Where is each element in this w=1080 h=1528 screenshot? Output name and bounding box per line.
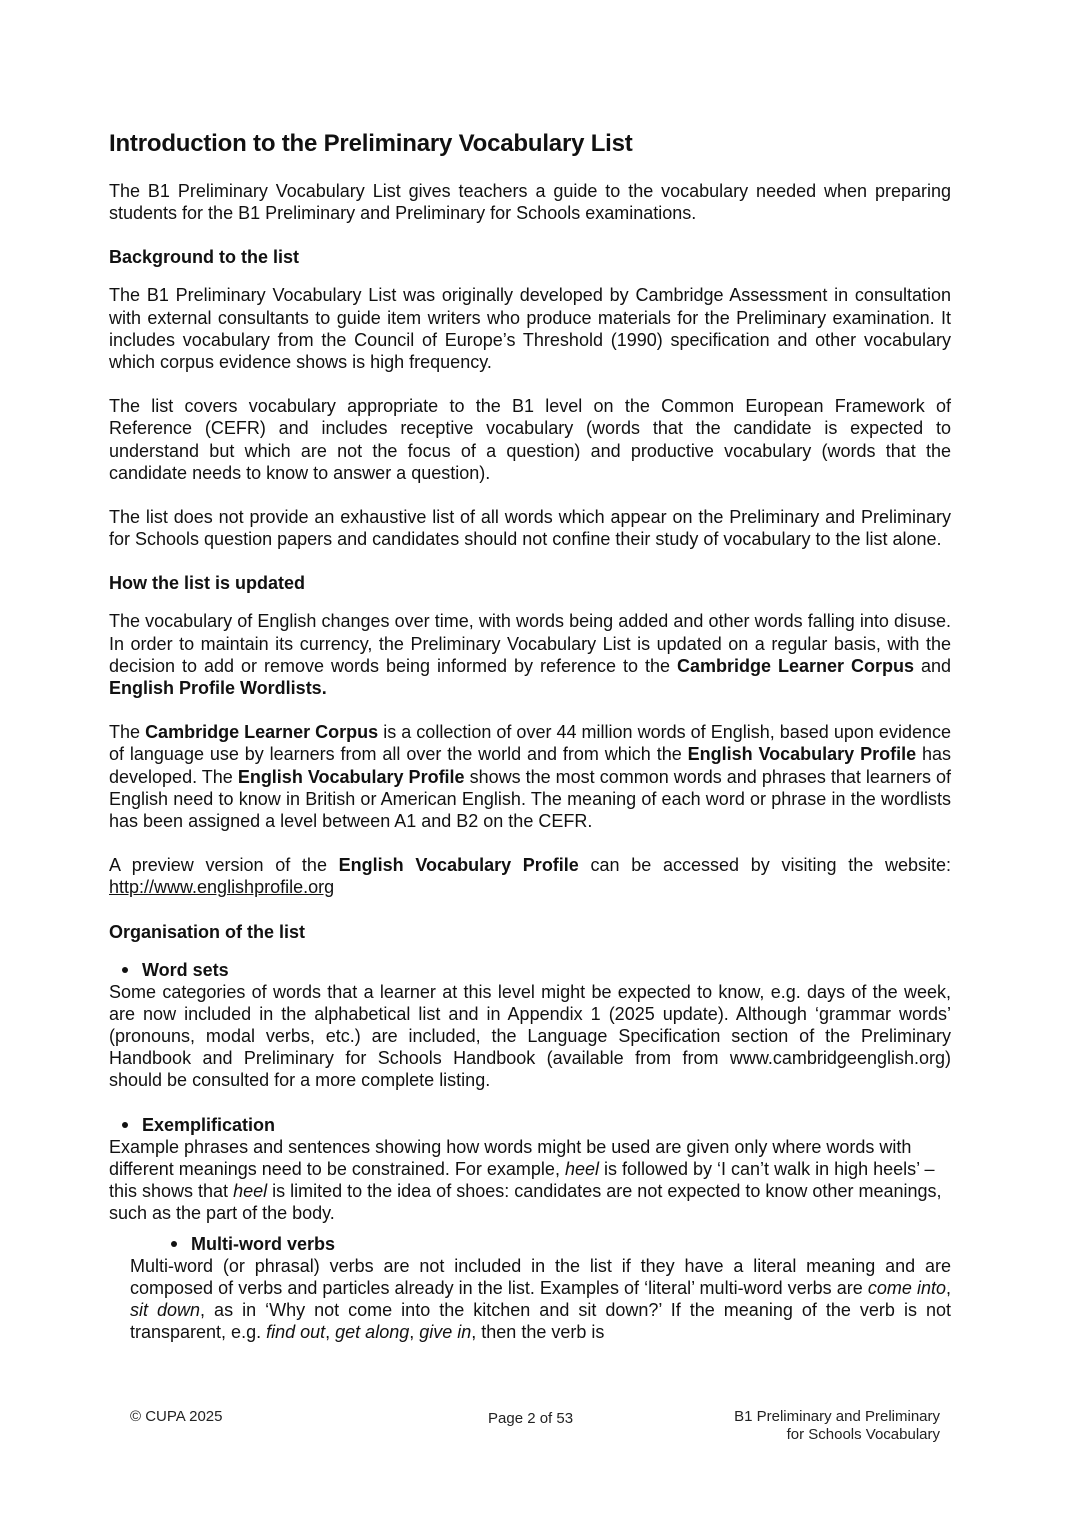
multiword-label: Multi-word verbs bbox=[191, 1233, 336, 1254]
background-paragraph-3: The list does not provide an exhaustive list of all words which appear on the Preliminary and Preliminary for Schools question papers and candidates should not confine their study of vocabulary to the list alone. bbox=[109, 507, 951, 550]
page-content bbox=[109, 128, 951, 1343]
page-footer bbox=[130, 1408, 940, 1448]
cambridge-learner-corpus-term: Cambridge Learner Corpus bbox=[145, 722, 379, 743]
example-verb: give in bbox=[419, 1322, 472, 1343]
word-sets-label: Word sets bbox=[142, 959, 229, 980]
english-vocabulary-profile-term: English Vocabulary Profile bbox=[687, 744, 917, 765]
updated-paragraph-1: The vocabulary of English changes over time, with words being added and other words falling into disuse. In order to maintain its currency, the Preliminary Vocabulary List is updated on a regular basis, with the decision to add or remove words being informed by reference to the Cambridge Learner Corpus and English Profile Wordlists. bbox=[109, 611, 951, 699]
example-word: heel bbox=[233, 1181, 268, 1202]
english-vocabulary-profile-term: English Vocabulary Profile bbox=[237, 766, 465, 787]
bullet-icon bbox=[122, 1122, 128, 1128]
englishprofile-link[interactable]: http://www.englishprofile.org bbox=[109, 877, 335, 898]
background-heading: Background to the list bbox=[109, 247, 300, 268]
background-paragraph-1: The B1 Preliminary Vocabulary List was originally developed by Cambridge Assessment in consultation with external consultants to guide item writers who produce materials for the Preliminary examination. It includes vocabulary from the Council of Europe’s Threshold (1990) specification and other vocabulary which corpus evidence shows is high frequency. bbox=[109, 285, 951, 373]
exemplification-bullet bbox=[109, 1114, 951, 1136]
word-sets-bullet bbox=[109, 959, 951, 981]
cambridge-learner-corpus-term: Cambridge Learner Corpus bbox=[676, 655, 914, 676]
bullet-icon bbox=[171, 1241, 177, 1247]
organisation-heading: Organisation of the list bbox=[109, 921, 306, 942]
updated-heading: How the list is updated bbox=[109, 573, 306, 594]
intro-paragraph: The B1 Preliminary Vocabulary List gives teachers a guide to the vocabulary needed when preparing students for the B1 Preliminary and Preliminary for Schools examinations. bbox=[109, 181, 951, 224]
updated-paragraph-2: The Cambridge Learner Corpus is a collection of over 44 million words of English, based upon evidence of language use by learners from all over the world and from which the English Vocabulary Profile has developed. The English Vocabulary Profile shows the most common words and phrases that learners of English need to know in British or American English. The meaning of each word or phrase in the wordlists has been assigned a level between A1 and B2 on the CEFR. bbox=[109, 722, 951, 832]
exemplification-label: Exemplification bbox=[142, 1114, 276, 1135]
english-profile-wordlists-term: English Profile Wordlists. bbox=[109, 678, 327, 699]
example-verb: come into bbox=[867, 1277, 946, 1298]
bullet-icon bbox=[122, 967, 128, 973]
page-number: Page 2 of 53 bbox=[488, 1410, 574, 1427]
updated-paragraph-3: A preview version of the English Vocabulary Profile can be accessed by visiting the website: http://www.englishprofile.org bbox=[109, 855, 951, 898]
copyright-text: © CUPA 2025 bbox=[130, 1408, 223, 1425]
multiword-bullet bbox=[109, 1233, 951, 1255]
example-verb: sit down bbox=[130, 1299, 201, 1320]
multiword-paragraph: Multi-word (or phrasal) verbs are not included in the list if they have a literal meaning and are composed of verbs and particles already in the list. Examples of ‘literal’ multi-word verbs are come into, sit down, as in ‘Why not come into the kitchen and sit down?’ If the meaning of the verb is not transparent, e.g. find out, get along, give in, then the verb is bbox=[130, 1255, 951, 1343]
english-vocabulary-profile-term: English Vocabulary Profile bbox=[338, 855, 579, 876]
page-title: Introduction to the Preliminary Vocabulary List bbox=[109, 130, 633, 157]
example-verb: get along bbox=[335, 1322, 410, 1343]
exemplification-paragraph: Example phrases and sentences showing how words might be used are given only where words with different meanings need to be constrained. For example, heel is followed by ‘I can’t walk in high heels’ – this shows that heel is limited to the idea of shoes: candidates are not expected to know other meanings, such as the part of the body. bbox=[109, 1136, 942, 1224]
example-verb: find out bbox=[266, 1322, 326, 1343]
background-paragraph-2: The list covers vocabulary appropriate to the B1 level on the Common European Framework of Reference (CEFR) and includes receptive vocabulary (words that the candidate is expected to understand but which are not the focus of a question) and productive vocabulary (words that the candidate needs to know to answer a question). bbox=[109, 396, 951, 483]
document-title-footer: B1 Preliminary and Preliminary for Schools Vocabulary bbox=[734, 1408, 940, 1443]
example-word: heel bbox=[564, 1158, 599, 1179]
word-sets-paragraph: Some categories of words that a learner at this level might be expected to know, e.g. days of the week, are now included in the alphabetical list and in Appendix 1 (2025 update). Although ‘grammar words’ (pronouns, modal verbs, etc.) are included, the Language Specification section of the Preliminary Handbook and Preliminary for Schools Handbook (available from from www.cambridgeenglish.org) should be consulted for a more complete listing. bbox=[109, 981, 951, 1091]
